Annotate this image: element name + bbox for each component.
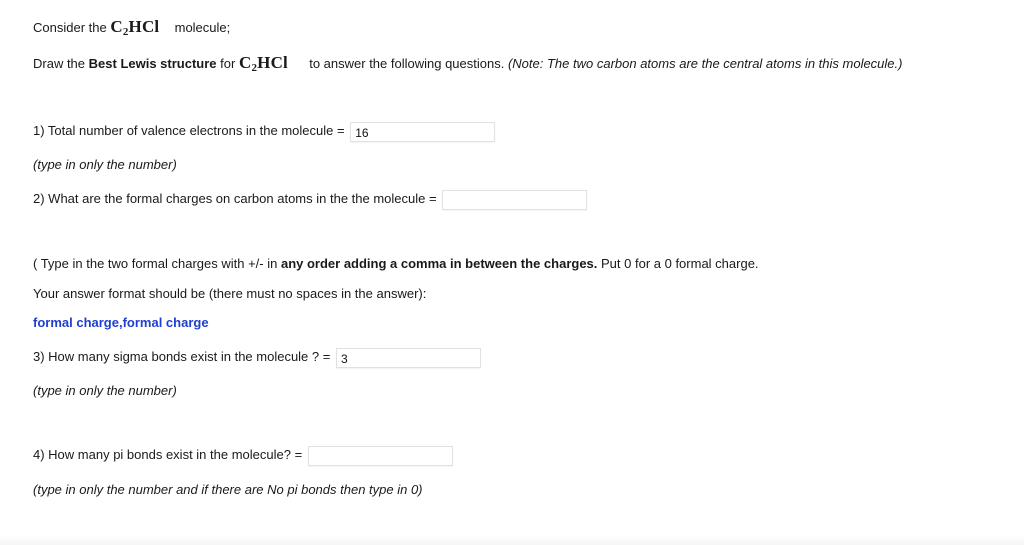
draw-note: (Note: The two carbon atoms are the central atoms in this molecule.) [507, 56, 903, 71]
consider-suffix: molecule; [174, 20, 231, 35]
q2-format-text: Your answer format should be (there must no spaces in the answer): [33, 286, 427, 301]
q3-label: 3) How many sigma bonds exist in the molecule ? = [33, 349, 331, 364]
question-2 [33, 189, 587, 210]
q1-hint: (type in only the number) [33, 157, 177, 172]
intro-line [33, 17, 230, 38]
q3-answer-input[interactable]: 3 [336, 348, 481, 368]
q4-label: 4) How many pi bonds exist in the molecule? = [33, 447, 303, 462]
q2-instruction: ( Type in the two formal charges with +/- in any order adding a comma in between the charges. Put 0 for a 0 formal charge. [33, 256, 759, 271]
q1-label: 1) Total number of valence electrons in the molecule = [33, 123, 345, 138]
q3-hint: (type in only the number) [33, 383, 177, 398]
question-3 [33, 347, 481, 368]
question-4 [33, 445, 453, 466]
consider-prefix: Consider the [33, 20, 107, 35]
q2-format-example: formal charge,formal charge [33, 315, 209, 330]
q2-answer-input[interactable] [442, 190, 587, 210]
formula: $C_2HCl$ [238, 53, 288, 74]
q2-label: 2) What are the formal charges on carbon atoms in the the molecule = [33, 191, 437, 206]
question-1 [33, 121, 495, 142]
formula: $C_2HCl$ [110, 17, 160, 38]
draw-instruction: Draw the Best Lewis structure for $C_2HCl$ to answer the following questions. (Note: The two carbon atoms are the central atoms in this molecule.) [33, 53, 903, 74]
page-bottom-edge [0, 535, 1024, 545]
q4-answer-input[interactable] [308, 446, 453, 466]
q4-hint: (type in only the number and if there are No pi bonds then type in 0) [33, 482, 423, 497]
draw-bold: Best Lewis structure [88, 56, 217, 71]
q1-answer-input[interactable]: 16 [350, 122, 495, 142]
